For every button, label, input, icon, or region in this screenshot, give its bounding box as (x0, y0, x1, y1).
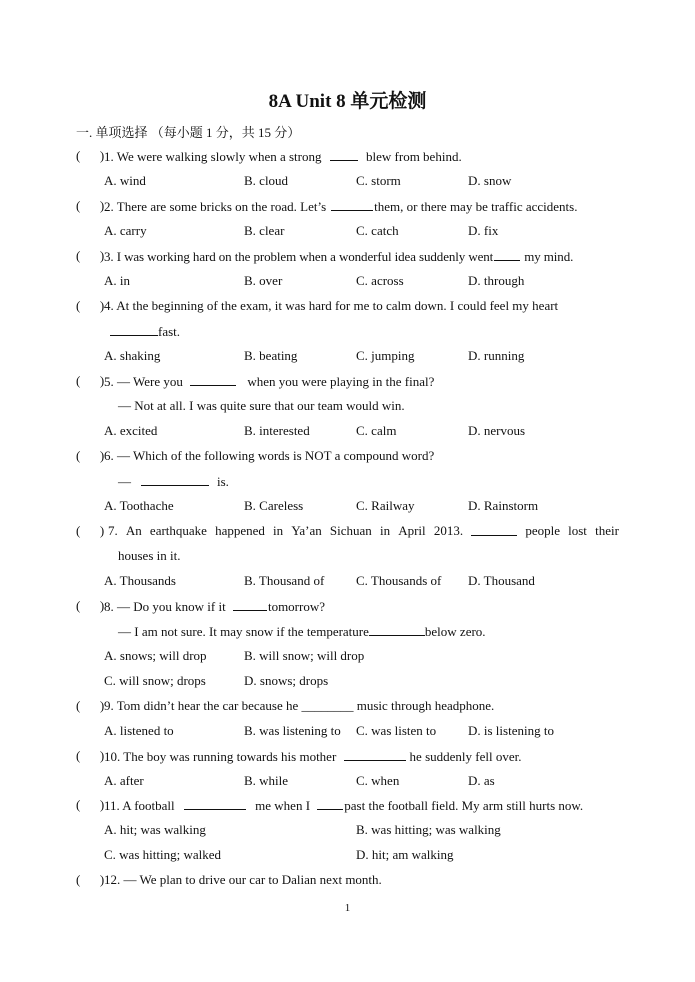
option-d: D. snow (468, 173, 512, 188)
option-b: B. over (244, 273, 283, 288)
answer-paren: ( ) (76, 198, 105, 213)
option-a: A. Toothache (104, 498, 174, 513)
option-a: A. excited (104, 423, 158, 438)
option-a: A. shaking (104, 348, 161, 363)
q3-text-a: 3. I was working hard on the problem when a wonderful idea suddenly went (104, 249, 494, 264)
answer-paren: ( ) (76, 298, 105, 313)
question-10 (104, 748, 521, 765)
option-c: C. when (356, 773, 400, 788)
q7-word: happened (215, 523, 265, 538)
answer-blank (317, 797, 343, 810)
q7-word: Sichuan (329, 523, 372, 538)
q7-word: April (398, 523, 426, 538)
q7-word: in (379, 523, 391, 538)
question-1 (104, 148, 462, 165)
question-5-reply: — Not at all. I was quite sure that our team would win. (118, 398, 405, 413)
option-d: D. through (468, 273, 525, 288)
option-b: B. will snow; will drop (244, 648, 365, 663)
option-a: A. carry (104, 223, 147, 238)
q10-text-a: 10. The boy was running towards his mother (104, 749, 337, 764)
page-number: 1 (344, 902, 351, 914)
q7-word: lost (568, 523, 587, 538)
question-7-cont: houses in it. (118, 548, 181, 563)
option-c: C. Thousands of (356, 573, 442, 588)
q4-text-b: fast. (158, 324, 181, 339)
question-11 (104, 797, 583, 814)
q1-text-b: blew from behind. (366, 149, 462, 164)
section-heading: 一. 单项选择 （每小题 1 分，共 15 分） (76, 125, 301, 140)
question-6-reply (118, 473, 229, 490)
question-12: 12. — We plan to drive our car to Dalian next month. (104, 872, 382, 887)
answer-paren: ( ) (76, 148, 105, 163)
option-d: D. as (468, 773, 495, 788)
answer-paren: ( ) (76, 248, 105, 263)
option-a: A. wind (104, 173, 146, 188)
q3-text-b: my mind. (524, 249, 574, 264)
answer-paren: ( ) (76, 872, 105, 887)
option-c: C. jumping (356, 348, 415, 363)
option-d: D. fix (468, 223, 499, 238)
q7-word: in (273, 523, 284, 538)
option-a: A. snows; will drop (104, 648, 207, 663)
answer-paren: ( ) (76, 523, 105, 538)
answer-paren: ( ) (76, 598, 105, 613)
option-c: C. catch (356, 223, 399, 238)
question-8 (104, 598, 325, 615)
option-c: C. will snow; drops (104, 673, 206, 688)
option-c: C. Railway (356, 498, 415, 513)
question-7 (108, 523, 619, 539)
answer-paren: ( ) (76, 373, 105, 388)
option-a: A. Thousands (104, 573, 176, 588)
q11-text-b: me when I (255, 798, 311, 813)
option-b: B. Careless (244, 498, 304, 513)
option-b: B. clear (244, 223, 285, 238)
q10-text-b: he suddenly fell over. (409, 749, 522, 764)
q8-text-a: 8. — Do you know if it (104, 599, 226, 614)
option-c: C. was hitting; walked (104, 847, 221, 862)
q8-text-c: — I am not sure. It may snow if the temperature (118, 624, 369, 639)
answer-blank (344, 748, 406, 761)
option-d: D. is listening to (468, 723, 554, 738)
q7-word: people (525, 523, 560, 538)
q8-text-d: below zero. (424, 624, 486, 639)
question-6: 6. — Which of the following words is NOT a compound word? (104, 448, 435, 463)
answer-blank (233, 598, 267, 611)
option-d: D. snows; drops (244, 673, 329, 688)
q8-text-b: tomorrow? (267, 599, 325, 614)
answer-blank (494, 248, 520, 261)
answer-paren: ( ) (76, 748, 105, 763)
question-3 (104, 248, 573, 265)
answer-blank (331, 198, 373, 211)
question-4: 4. At the beginning of the exam, it was hard for me to calm down. I could feel my heart (104, 298, 559, 313)
option-d: D. running (468, 348, 525, 363)
answer-blank (141, 473, 209, 486)
question-2 (104, 198, 577, 215)
option-d: D. Thousand (468, 573, 535, 588)
q7-word: earthquake (149, 523, 207, 538)
answer-blank (190, 373, 236, 386)
option-b: B. beating (244, 348, 298, 363)
option-d: D. Rainstorm (468, 498, 539, 513)
answer-paren: ( ) (76, 448, 105, 463)
option-b: B. interested (244, 423, 310, 438)
answer-blank (369, 623, 425, 636)
q7-word: 7. (108, 523, 118, 538)
option-d: D. nervous (468, 423, 526, 438)
option-d: D. hit; am walking (356, 847, 454, 862)
option-b: B. was hitting; was walking (356, 822, 501, 837)
q2-text-a: 2. There are some bricks on the road. Let’s (104, 199, 327, 214)
answer-blank (471, 523, 517, 536)
q6-text-c: is. (217, 474, 229, 489)
q11-text-c: past the football field. My arm still hurts now. (344, 798, 584, 813)
option-b: B. was listening to (244, 723, 341, 738)
option-b: B. Thousand of (244, 573, 325, 588)
q7-word: Ya’an (291, 523, 322, 538)
q11-text-a: 11. A football (104, 798, 175, 813)
answer-blank (110, 323, 158, 336)
question-9: 9. Tom didn’t hear the car because he ________ music through headphone. (104, 698, 495, 713)
option-c: C. storm (356, 173, 401, 188)
answer-blank (184, 797, 246, 810)
answer-paren: ( ) (76, 797, 105, 812)
option-b: B. while (244, 773, 289, 788)
answer-blank (330, 148, 358, 161)
question-5 (104, 373, 434, 390)
question-8-reply (118, 623, 486, 640)
question-4-cont (110, 323, 180, 340)
q5-text-a: 5. — Were you (104, 374, 183, 389)
option-b: B. cloud (244, 173, 289, 188)
q7-word: 2013. (433, 523, 464, 538)
option-a: A. after (104, 773, 144, 788)
option-c: C. was listen to (356, 723, 437, 738)
q6-text-b: — (118, 474, 131, 489)
q7-word: their (595, 523, 619, 538)
q7-word: An (125, 523, 142, 538)
option-a: A. in (104, 273, 130, 288)
answer-paren: ( ) (76, 698, 105, 713)
page-title: 8A Unit 8 单元检测 (268, 91, 427, 112)
option-a: A. listened to (104, 723, 174, 738)
option-c: C. calm (356, 423, 397, 438)
q5-text-b: when you were playing in the final? (247, 374, 435, 389)
option-c: C. across (356, 273, 404, 288)
option-a: A. hit; was walking (104, 822, 206, 837)
q2-text-b: them, or there may be traffic accidents. (374, 199, 578, 214)
q1-text-a: 1. We were walking slowly when a strong (104, 149, 322, 164)
